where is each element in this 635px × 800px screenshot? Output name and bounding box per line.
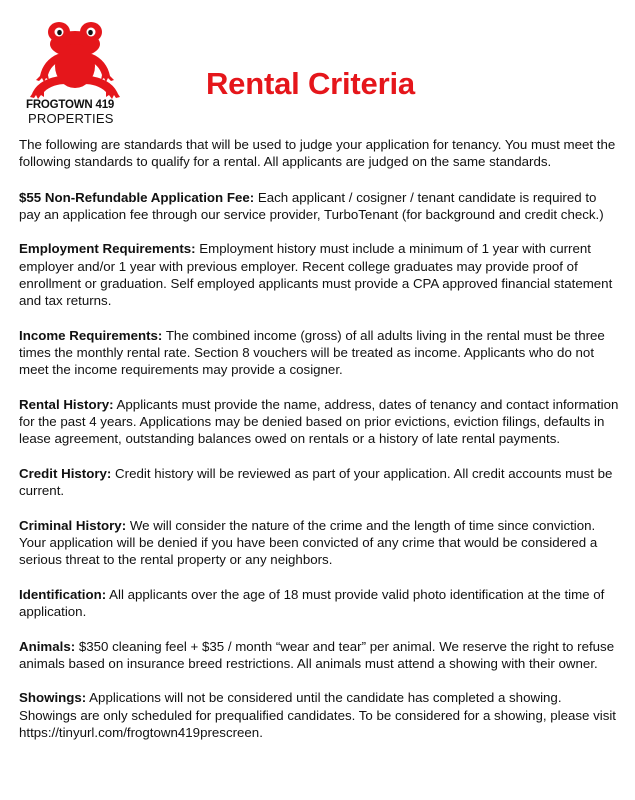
frog-icon	[30, 20, 120, 100]
section-text: Credit history will be reviewed as part of your application. All credit accounts must be current.	[19, 465, 613, 499]
logo-text-properties: PROPERTIES	[28, 111, 114, 126]
section-rental-history	[19, 396, 619, 448]
section-animals	[19, 638, 619, 673]
section-label: Animals:	[19, 638, 76, 654]
section-text: Applicants must provide the name, address, dates of tenancy and contact information for the past 4 years. Applications may be denied based on prior evictions, eviction filings, defaults in lease agreement, outstanding balances owed on rentals or a history of late rental payments.	[19, 396, 619, 447]
section-identification	[19, 586, 619, 621]
section-label: Showings:	[19, 690, 87, 706]
document-header	[0, 0, 635, 130]
section-label: Rental History:	[19, 396, 114, 412]
section-text: Employment history must include a minimum of 1 year with current employer and/or 1 year with previous employer. Recent college graduates may provide proof of enrollment or graduation. Self employed applicants must provide a CPA approved financial statement and tax returns.	[19, 241, 613, 309]
section-employment-requirements	[19, 240, 619, 309]
section-label: Income Requirements:	[19, 327, 163, 343]
section-application-fee	[19, 189, 619, 224]
section-text: Each applicant / cosigner / tenant candidate is required to pay an application fee through our service provider, TurboTenant (for background and credit check.)	[19, 189, 604, 222]
section-label: Credit History:	[19, 465, 112, 481]
section-income-requirements	[19, 327, 619, 379]
section-label: Criminal History:	[19, 517, 127, 533]
section-credit-history	[19, 465, 619, 500]
page-title: Rental Criteria	[206, 66, 415, 101]
section-text: The combined income (gross) of all adults living in the rental must be three times the monthly rental rate. Section 8 vouchers will be treated as income. Applicants who do not meet the income requirements may provide a cosigner.	[19, 327, 605, 378]
section-showings	[19, 689, 619, 741]
section-criminal-history	[19, 517, 619, 569]
section-label: Employment Requirements:	[19, 241, 196, 257]
section-label: Identification:	[19, 586, 107, 602]
section-text: All applicants over the age of 18 must provide valid photo identification at the time of application.	[19, 586, 605, 620]
logo-text-frogtown: FROGTOWN 419	[26, 99, 115, 111]
section-text: We will consider the nature of the crime and the length of time since conviction. Your application will be denied if you have been convicted of any crime that would be considered a serious threat to the rental property or any neighbors.	[19, 517, 598, 568]
document-body	[19, 136, 619, 758]
section-label: $55 Non-Refundable Application Fee:	[19, 189, 255, 205]
frogtown-logo	[22, 20, 126, 124]
intro-paragraph: The following are standards that will be used to judge your application for tenancy. You must meet the following standards to qualify for a rental. All applicants are judged on the same standards.	[19, 137, 616, 170]
section-text: Applications will not be considered until the candidate has completed a showing. Showings are only scheduled for prequalified candidates. To be considered for a showing, please visit https://tinyurl.com/frogtown419prescreen.	[19, 690, 617, 740]
section-text: $350 cleaning feel + $35 / month “wear and tear” per animal. We reserve the right to refuse animals based on insurance breed restrictions. All animals must attend a showing with their owner.	[19, 638, 615, 671]
